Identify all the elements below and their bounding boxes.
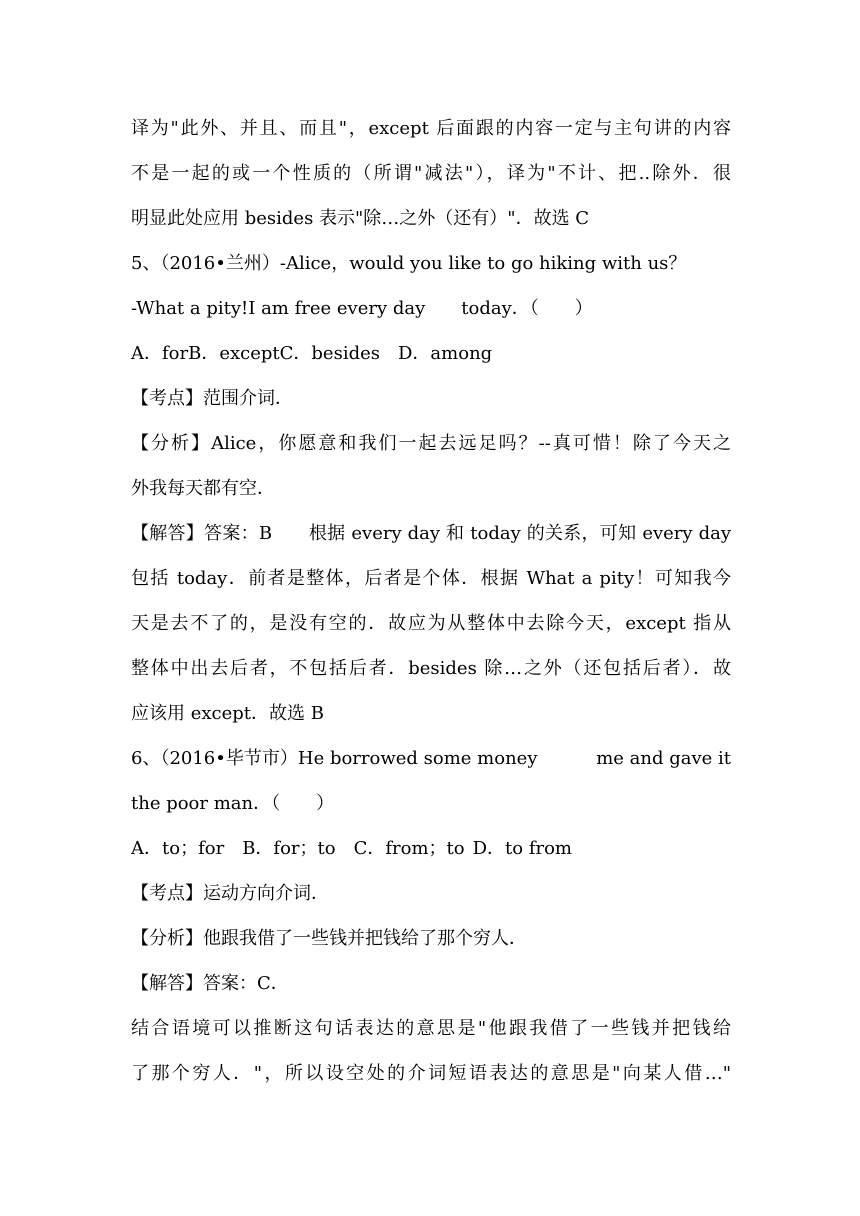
question-6-options: [131, 826, 731, 871]
question-5-header: 5、（2016•兰州）-Alice，would you like to go hiking with us？: [131, 253, 687, 274]
question-6-stem-part-b: me and gave it: [596, 748, 731, 769]
option-a: A．for: [131, 343, 189, 364]
kaodian-line: 【考点】运动方向介词．: [131, 883, 329, 904]
fenxi-line: 【分析】Alice，你愿意和我们一起去远足吗？--真可惜！除了今天之: [131, 433, 731, 454]
question-6-stem-part-a: 6、（2016•毕节市）He borrowed some money: [131, 748, 538, 769]
jieda-line: 【解答】答案：B 根据 every day 和 today 的关系，可知 every day: [131, 523, 731, 544]
option-d: D．among: [398, 343, 493, 364]
text-line: 天是去不了的，是没有空的．故应为从整体中去除今天，except 指从: [131, 613, 731, 634]
kaodian-line: 【考点】范围介词．: [131, 388, 293, 409]
option-b: B．for；to: [242, 838, 336, 859]
jieda-line: 【解答】答案：C．: [131, 973, 289, 994]
option-c: C．from；to: [353, 838, 465, 859]
text-line: 不是一起的或一个性质的（所谓"减法"），译为"不计、把..除外．很: [131, 163, 731, 184]
text-line: 译为"此外、并且、而且"，except 后面跟的内容一定与主句讲的内容: [131, 118, 731, 139]
option-a: A．to；for: [131, 838, 225, 859]
text-line: 包括 today．前者是整体，后者是个体．根据 What a pity！可知我今: [131, 568, 731, 589]
fenxi-line: 【分析】他跟我借了一些钱并把钱给了那个穷人．: [131, 928, 527, 949]
option-d: D．to from: [472, 838, 573, 859]
question-6-stem: [131, 736, 731, 781]
question-6-stem-cont: the poor man．（ ）: [131, 793, 335, 814]
option-c: C．besides: [279, 343, 380, 364]
text-line: 应该用 except．故选 B: [131, 703, 324, 724]
text-line: 外我每天都有空．: [131, 478, 275, 499]
text-line: 整体中出去后者，不包括后者．besides 除…之外（还包括后者）．故: [131, 658, 731, 679]
question-5-stem-part-b: today．（ ）: [461, 298, 593, 319]
question-5-options: [131, 331, 731, 376]
question-5-stem: [131, 286, 731, 331]
text-line: 明显此处应用 besides 表示"除…之外（还有）"．故选 C: [131, 208, 590, 229]
option-b: B．except: [188, 343, 280, 364]
document-page: [131, 106, 731, 1096]
text-line: 结合语境可以推断这句话表达的意思是"他跟我借了一些钱并把钱给: [131, 1018, 731, 1039]
text-line: 了那个穷人．"，所以设空处的介词短语表达的意思是"向某人借…": [131, 1063, 731, 1084]
question-5-stem-part-a: -What a pity!I am free every day: [131, 298, 426, 319]
